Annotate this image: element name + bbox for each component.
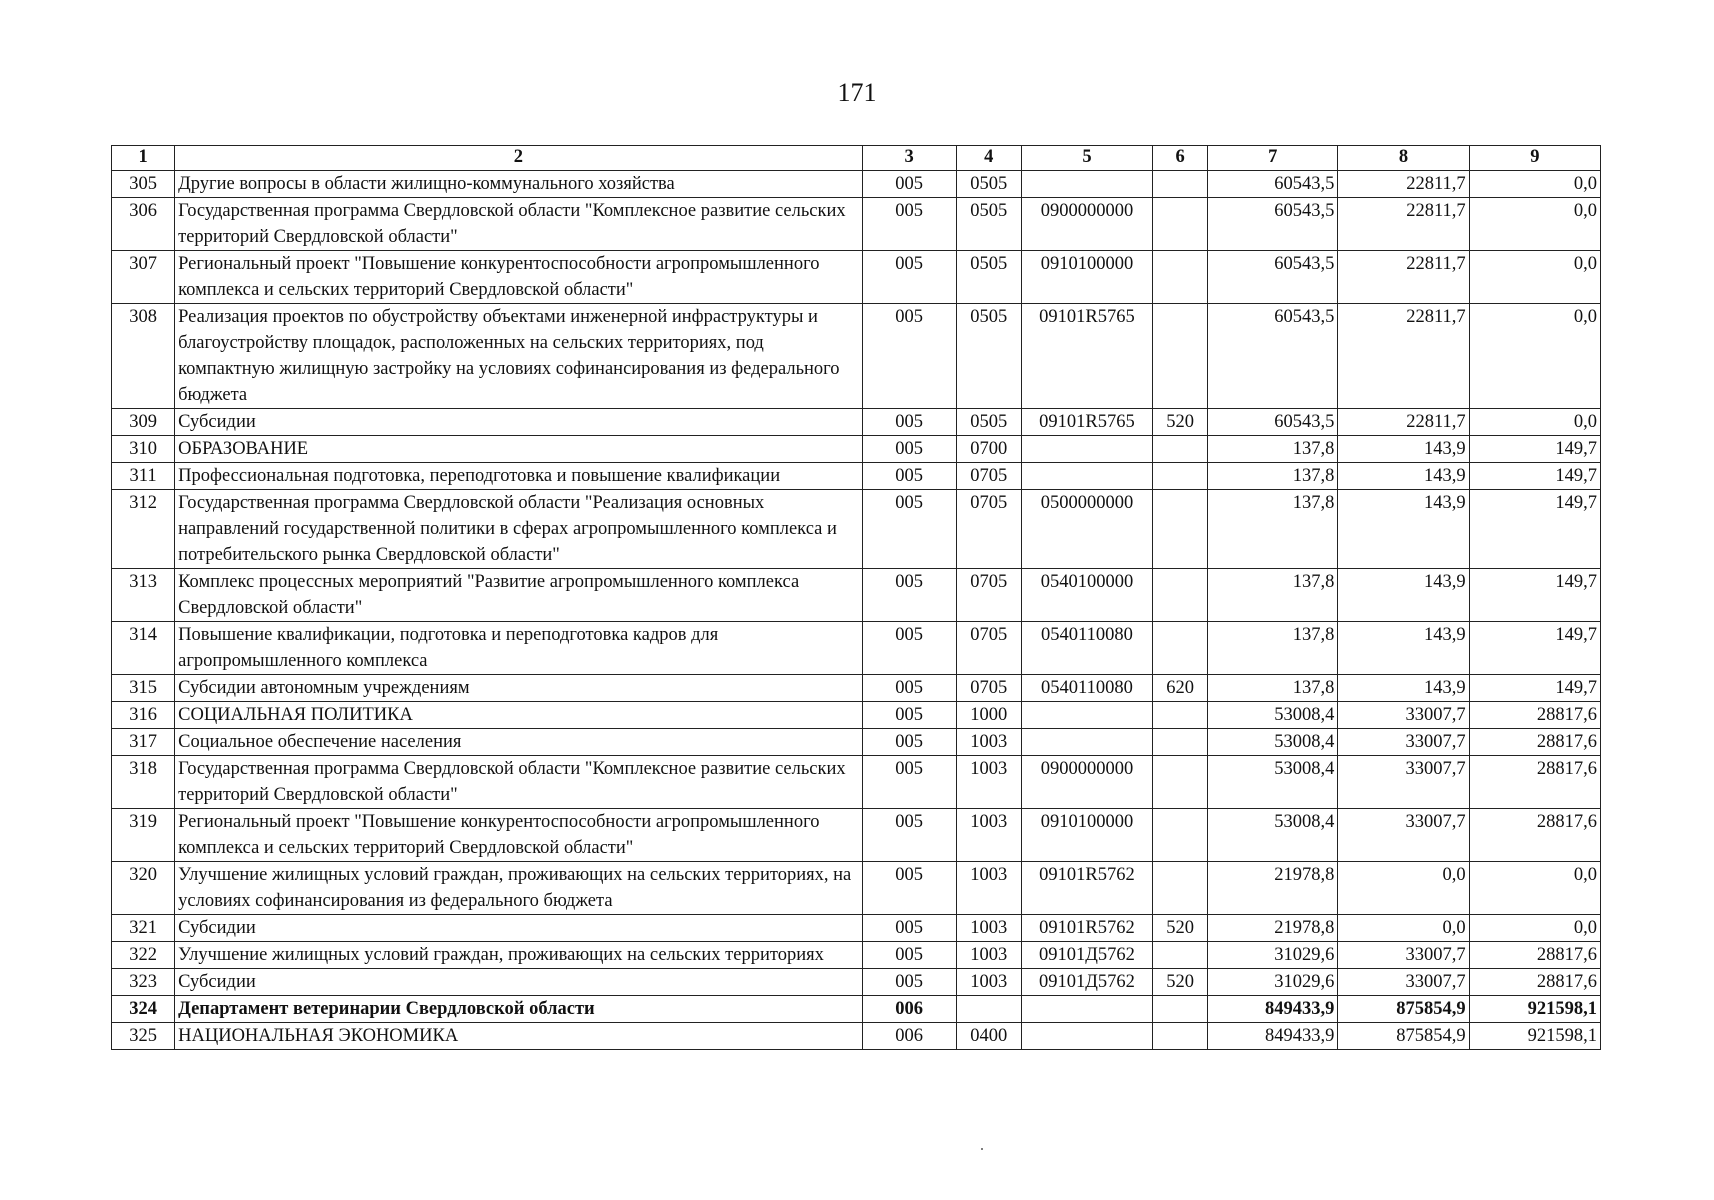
row-name: Субсидии bbox=[175, 969, 862, 996]
row-col-6: 520 bbox=[1153, 915, 1208, 942]
row-value-7: 31029,6 bbox=[1208, 942, 1338, 969]
row-value-7: 60543,5 bbox=[1208, 304, 1338, 409]
row-col-3: 005 bbox=[862, 436, 956, 463]
row-col-5 bbox=[1021, 463, 1152, 490]
row-col-3: 005 bbox=[862, 251, 956, 304]
table-row bbox=[112, 490, 1601, 569]
table-row bbox=[112, 622, 1601, 675]
page-number: 171 bbox=[837, 78, 877, 107]
row-col-4: 0505 bbox=[956, 251, 1021, 304]
row-col-5 bbox=[1021, 171, 1152, 198]
row-col-6 bbox=[1153, 198, 1208, 251]
row-col-3: 005 bbox=[862, 809, 956, 862]
row-name: Улучшение жилищных условий граждан, проживающих на сельских территориях, на условиях софинансирования из федерального бюджета bbox=[175, 862, 862, 915]
row-value-8: 22811,7 bbox=[1338, 251, 1469, 304]
row-value-7: 137,8 bbox=[1208, 622, 1338, 675]
header-col-1: 1 bbox=[112, 146, 175, 171]
row-value-9: 149,7 bbox=[1469, 436, 1600, 463]
row-value-7: 53008,4 bbox=[1208, 729, 1338, 756]
row-col-4: 0400 bbox=[956, 1023, 1021, 1050]
row-name: Другие вопросы в области жилищно-коммунального хозяйства bbox=[175, 171, 862, 198]
row-value-8: 22811,7 bbox=[1338, 409, 1469, 436]
row-col-5: 09101R5762 bbox=[1021, 915, 1152, 942]
row-col-6 bbox=[1153, 490, 1208, 569]
row-name: Профессиональная подготовка, переподготовка и повышение квалификации bbox=[175, 463, 862, 490]
row-name: НАЦИОНАЛЬНАЯ ЭКОНОМИКА bbox=[175, 1023, 862, 1050]
table-row bbox=[112, 198, 1601, 251]
row-col-3: 005 bbox=[862, 702, 956, 729]
row-value-9: 28817,6 bbox=[1469, 729, 1600, 756]
row-value-8: 143,9 bbox=[1338, 436, 1469, 463]
row-name: Субсидии bbox=[175, 915, 862, 942]
row-value-7: 60543,5 bbox=[1208, 409, 1338, 436]
row-value-9: 28817,6 bbox=[1469, 702, 1600, 729]
row-value-7: 53008,4 bbox=[1208, 809, 1338, 862]
row-col-4: 0705 bbox=[956, 675, 1021, 702]
row-name: Социальное обеспечение населения bbox=[175, 729, 862, 756]
row-value-7: 137,8 bbox=[1208, 569, 1338, 622]
row-value-9: 149,7 bbox=[1469, 490, 1600, 569]
row-col-5: 0540100000 bbox=[1021, 569, 1152, 622]
row-value-8: 143,9 bbox=[1338, 490, 1469, 569]
row-col-4: 0705 bbox=[956, 569, 1021, 622]
row-col-3: 005 bbox=[862, 198, 956, 251]
row-col-5 bbox=[1021, 1023, 1152, 1050]
row-col-4: 0705 bbox=[956, 622, 1021, 675]
table-row bbox=[112, 463, 1601, 490]
table-row bbox=[112, 304, 1601, 409]
row-col-3: 005 bbox=[862, 675, 956, 702]
row-value-9: 0,0 bbox=[1469, 409, 1600, 436]
row-number: 325 bbox=[112, 1023, 175, 1050]
row-col-3: 005 bbox=[862, 409, 956, 436]
header-col-9: 9 bbox=[1469, 146, 1600, 171]
row-col-3: 005 bbox=[862, 304, 956, 409]
table-row bbox=[112, 171, 1601, 198]
row-col-4: 1003 bbox=[956, 862, 1021, 915]
row-col-4 bbox=[956, 996, 1021, 1023]
row-value-7: 849433,9 bbox=[1208, 996, 1338, 1023]
row-number: 316 bbox=[112, 702, 175, 729]
header-col-2: 2 bbox=[175, 146, 862, 171]
row-value-8: 33007,7 bbox=[1338, 969, 1469, 996]
row-value-9: 0,0 bbox=[1469, 862, 1600, 915]
row-col-3: 005 bbox=[862, 915, 956, 942]
row-value-9: 149,7 bbox=[1469, 622, 1600, 675]
table-row bbox=[112, 756, 1601, 809]
row-name: Субсидии автономным учреждениям bbox=[175, 675, 862, 702]
row-value-8: 33007,7 bbox=[1338, 729, 1469, 756]
table-row bbox=[112, 409, 1601, 436]
row-value-8: 0,0 bbox=[1338, 915, 1469, 942]
row-value-9: 149,7 bbox=[1469, 463, 1600, 490]
row-col-4: 0505 bbox=[956, 198, 1021, 251]
row-number: 311 bbox=[112, 463, 175, 490]
row-number: 318 bbox=[112, 756, 175, 809]
row-col-4: 1003 bbox=[956, 942, 1021, 969]
row-col-3: 005 bbox=[862, 756, 956, 809]
row-col-3: 005 bbox=[862, 171, 956, 198]
header-col-8: 8 bbox=[1338, 146, 1469, 171]
table-row bbox=[112, 996, 1601, 1023]
row-number: 306 bbox=[112, 198, 175, 251]
header-col-4: 4 bbox=[956, 146, 1021, 171]
row-value-7: 137,8 bbox=[1208, 436, 1338, 463]
table-row bbox=[112, 942, 1601, 969]
row-number: 322 bbox=[112, 942, 175, 969]
row-value-7: 60543,5 bbox=[1208, 171, 1338, 198]
row-name: Региональный проект "Повышение конкурентоспособности агропромышленного комплекса и сельских территорий Свердловской области" bbox=[175, 809, 862, 862]
row-col-3: 005 bbox=[862, 729, 956, 756]
header-col-5: 5 bbox=[1021, 146, 1152, 171]
row-col-5: 0900000000 bbox=[1021, 198, 1152, 251]
row-number: 315 bbox=[112, 675, 175, 702]
row-col-5: 0910100000 bbox=[1021, 809, 1152, 862]
row-value-7: 60543,5 bbox=[1208, 251, 1338, 304]
table-row bbox=[112, 1023, 1601, 1050]
table-row bbox=[112, 702, 1601, 729]
row-value-9: 28817,6 bbox=[1469, 942, 1600, 969]
row-value-7: 137,8 bbox=[1208, 675, 1338, 702]
row-value-7: 137,8 bbox=[1208, 490, 1338, 569]
row-value-8: 143,9 bbox=[1338, 622, 1469, 675]
row-col-5: 09101R5762 bbox=[1021, 862, 1152, 915]
row-value-9: 0,0 bbox=[1469, 915, 1600, 942]
row-name: Государственная программа Свердловской области "Комплексное развитие сельских территорий Свердловской области" bbox=[175, 756, 862, 809]
row-value-7: 31029,6 bbox=[1208, 969, 1338, 996]
row-name: Департамент ветеринарии Свердловской области bbox=[175, 996, 862, 1023]
budget-table bbox=[111, 145, 1601, 1050]
row-col-6 bbox=[1153, 622, 1208, 675]
row-col-4: 0705 bbox=[956, 463, 1021, 490]
row-number: 317 bbox=[112, 729, 175, 756]
row-value-8: 22811,7 bbox=[1338, 304, 1469, 409]
row-col-6 bbox=[1153, 996, 1208, 1023]
row-value-8: 33007,7 bbox=[1338, 702, 1469, 729]
table-row bbox=[112, 915, 1601, 942]
row-value-8: 33007,7 bbox=[1338, 942, 1469, 969]
row-value-9: 28817,6 bbox=[1469, 809, 1600, 862]
row-col-4: 1003 bbox=[956, 915, 1021, 942]
row-name: Региональный проект "Повышение конкурентоспособности агропромышленного комплекса и сельских территорий Свердловской области" bbox=[175, 251, 862, 304]
row-value-8: 33007,7 bbox=[1338, 809, 1469, 862]
row-col-4: 0700 bbox=[956, 436, 1021, 463]
row-col-3: 006 bbox=[862, 1023, 956, 1050]
row-col-4: 0505 bbox=[956, 409, 1021, 436]
row-value-8: 875854,9 bbox=[1338, 1023, 1469, 1050]
row-name: Улучшение жилищных условий граждан, проживающих на сельских территориях bbox=[175, 942, 862, 969]
row-col-6 bbox=[1153, 304, 1208, 409]
row-col-4: 1003 bbox=[956, 729, 1021, 756]
row-col-6 bbox=[1153, 436, 1208, 463]
row-col-5 bbox=[1021, 996, 1152, 1023]
table-header-row bbox=[112, 146, 1601, 171]
row-value-9: 0,0 bbox=[1469, 198, 1600, 251]
row-value-7: 21978,8 bbox=[1208, 915, 1338, 942]
row-col-5: 0910100000 bbox=[1021, 251, 1152, 304]
row-number: 307 bbox=[112, 251, 175, 304]
row-number: 320 bbox=[112, 862, 175, 915]
row-col-6 bbox=[1153, 862, 1208, 915]
row-value-9: 921598,1 bbox=[1469, 996, 1600, 1023]
row-value-8: 22811,7 bbox=[1338, 198, 1469, 251]
row-col-3: 005 bbox=[862, 463, 956, 490]
row-value-9: 149,7 bbox=[1469, 569, 1600, 622]
row-number: 319 bbox=[112, 809, 175, 862]
row-number: 310 bbox=[112, 436, 175, 463]
row-number: 324 bbox=[112, 996, 175, 1023]
header-col-7: 7 bbox=[1208, 146, 1338, 171]
row-name: Субсидии bbox=[175, 409, 862, 436]
table-row bbox=[112, 809, 1601, 862]
row-value-8: 33007,7 bbox=[1338, 756, 1469, 809]
row-number: 321 bbox=[112, 915, 175, 942]
row-col-4: 0705 bbox=[956, 490, 1021, 569]
row-col-6 bbox=[1153, 702, 1208, 729]
table-row bbox=[112, 675, 1601, 702]
row-col-4: 0505 bbox=[956, 171, 1021, 198]
row-col-4: 0505 bbox=[956, 304, 1021, 409]
row-col-5 bbox=[1021, 436, 1152, 463]
row-value-9: 0,0 bbox=[1469, 251, 1600, 304]
row-col-4: 1003 bbox=[956, 809, 1021, 862]
row-col-4: 1003 bbox=[956, 969, 1021, 996]
row-value-8: 143,9 bbox=[1338, 675, 1469, 702]
row-col-5 bbox=[1021, 729, 1152, 756]
row-value-9: 0,0 bbox=[1469, 171, 1600, 198]
header-col-6: 6 bbox=[1153, 146, 1208, 171]
row-col-5: 09101R5765 bbox=[1021, 409, 1152, 436]
row-name: Государственная программа Свердловской области "Реализация основных направлений государственной политики в сферах агропромышленного комплекса и потребительского рынка Свердловской области" bbox=[175, 490, 862, 569]
row-name: Повышение квалификации, подготовка и переподготовка кадров для агропромышленного комплекса bbox=[175, 622, 862, 675]
row-value-7: 53008,4 bbox=[1208, 702, 1338, 729]
row-value-7: 137,8 bbox=[1208, 463, 1338, 490]
row-value-8: 143,9 bbox=[1338, 569, 1469, 622]
row-number: 312 bbox=[112, 490, 175, 569]
row-col-6: 520 bbox=[1153, 969, 1208, 996]
header-col-3: 3 bbox=[862, 146, 956, 171]
table-row bbox=[112, 251, 1601, 304]
row-col-3: 005 bbox=[862, 490, 956, 569]
row-col-4: 1000 bbox=[956, 702, 1021, 729]
row-value-8: 875854,9 bbox=[1338, 996, 1469, 1023]
row-col-5: 0540110080 bbox=[1021, 622, 1152, 675]
table-row bbox=[112, 569, 1601, 622]
row-col-6 bbox=[1153, 171, 1208, 198]
table-row bbox=[112, 729, 1601, 756]
row-value-8: 143,9 bbox=[1338, 463, 1469, 490]
row-col-5: 09101R5765 bbox=[1021, 304, 1152, 409]
row-col-5 bbox=[1021, 702, 1152, 729]
row-col-5: 0540110080 bbox=[1021, 675, 1152, 702]
row-col-6 bbox=[1153, 1023, 1208, 1050]
row-col-3: 006 bbox=[862, 996, 956, 1023]
row-col-6 bbox=[1153, 942, 1208, 969]
row-value-7: 60543,5 bbox=[1208, 198, 1338, 251]
row-value-7: 53008,4 bbox=[1208, 756, 1338, 809]
row-col-6 bbox=[1153, 756, 1208, 809]
row-number: 305 bbox=[112, 171, 175, 198]
row-value-7: 849433,9 bbox=[1208, 1023, 1338, 1050]
row-name: СОЦИАЛЬНАЯ ПОЛИТИКА bbox=[175, 702, 862, 729]
row-number: 309 bbox=[112, 409, 175, 436]
row-name: Государственная программа Свердловской области "Комплексное развитие сельских территорий Свердловской области" bbox=[175, 198, 862, 251]
row-col-6 bbox=[1153, 809, 1208, 862]
row-col-3: 005 bbox=[862, 969, 956, 996]
row-name: Реализация проектов по обустройству объектами инженерной инфраструктуры и благоустройству площадок, расположенных на сельских территориях, под компактную жилищную застройку на условиях софинансирования из федерального бюджета bbox=[175, 304, 862, 409]
row-number: 313 bbox=[112, 569, 175, 622]
row-col-6: 520 bbox=[1153, 409, 1208, 436]
table-body bbox=[112, 171, 1601, 1050]
row-col-5: 09101Д5762 bbox=[1021, 969, 1152, 996]
row-number: 323 bbox=[112, 969, 175, 996]
row-value-9: 28817,6 bbox=[1469, 969, 1600, 996]
row-col-5: 0500000000 bbox=[1021, 490, 1152, 569]
row-value-8: 0,0 bbox=[1338, 862, 1469, 915]
row-value-9: 921598,1 bbox=[1469, 1023, 1600, 1050]
row-col-6: 620 bbox=[1153, 675, 1208, 702]
row-col-3: 005 bbox=[862, 942, 956, 969]
row-value-7: 21978,8 bbox=[1208, 862, 1338, 915]
row-name: ОБРАЗОВАНИЕ bbox=[175, 436, 862, 463]
row-col-5: 0900000000 bbox=[1021, 756, 1152, 809]
row-number: 314 bbox=[112, 622, 175, 675]
row-col-4: 1003 bbox=[956, 756, 1021, 809]
row-value-9: 28817,6 bbox=[1469, 756, 1600, 809]
row-col-3: 005 bbox=[862, 622, 956, 675]
row-value-9: 149,7 bbox=[1469, 675, 1600, 702]
table-row bbox=[112, 862, 1601, 915]
table-row bbox=[112, 436, 1601, 463]
row-value-8: 22811,7 bbox=[1338, 171, 1469, 198]
row-col-6 bbox=[1153, 463, 1208, 490]
scan-speck bbox=[981, 1148, 983, 1150]
table-row bbox=[112, 969, 1601, 996]
row-col-6 bbox=[1153, 729, 1208, 756]
row-col-5: 09101Д5762 bbox=[1021, 942, 1152, 969]
row-name: Комплекс процессных мероприятий "Развитие агропромышленного комплекса Свердловской области" bbox=[175, 569, 862, 622]
row-value-9: 0,0 bbox=[1469, 304, 1600, 409]
row-number: 308 bbox=[112, 304, 175, 409]
row-col-6 bbox=[1153, 251, 1208, 304]
row-col-3: 005 bbox=[862, 862, 956, 915]
row-col-3: 005 bbox=[862, 569, 956, 622]
row-col-6 bbox=[1153, 569, 1208, 622]
